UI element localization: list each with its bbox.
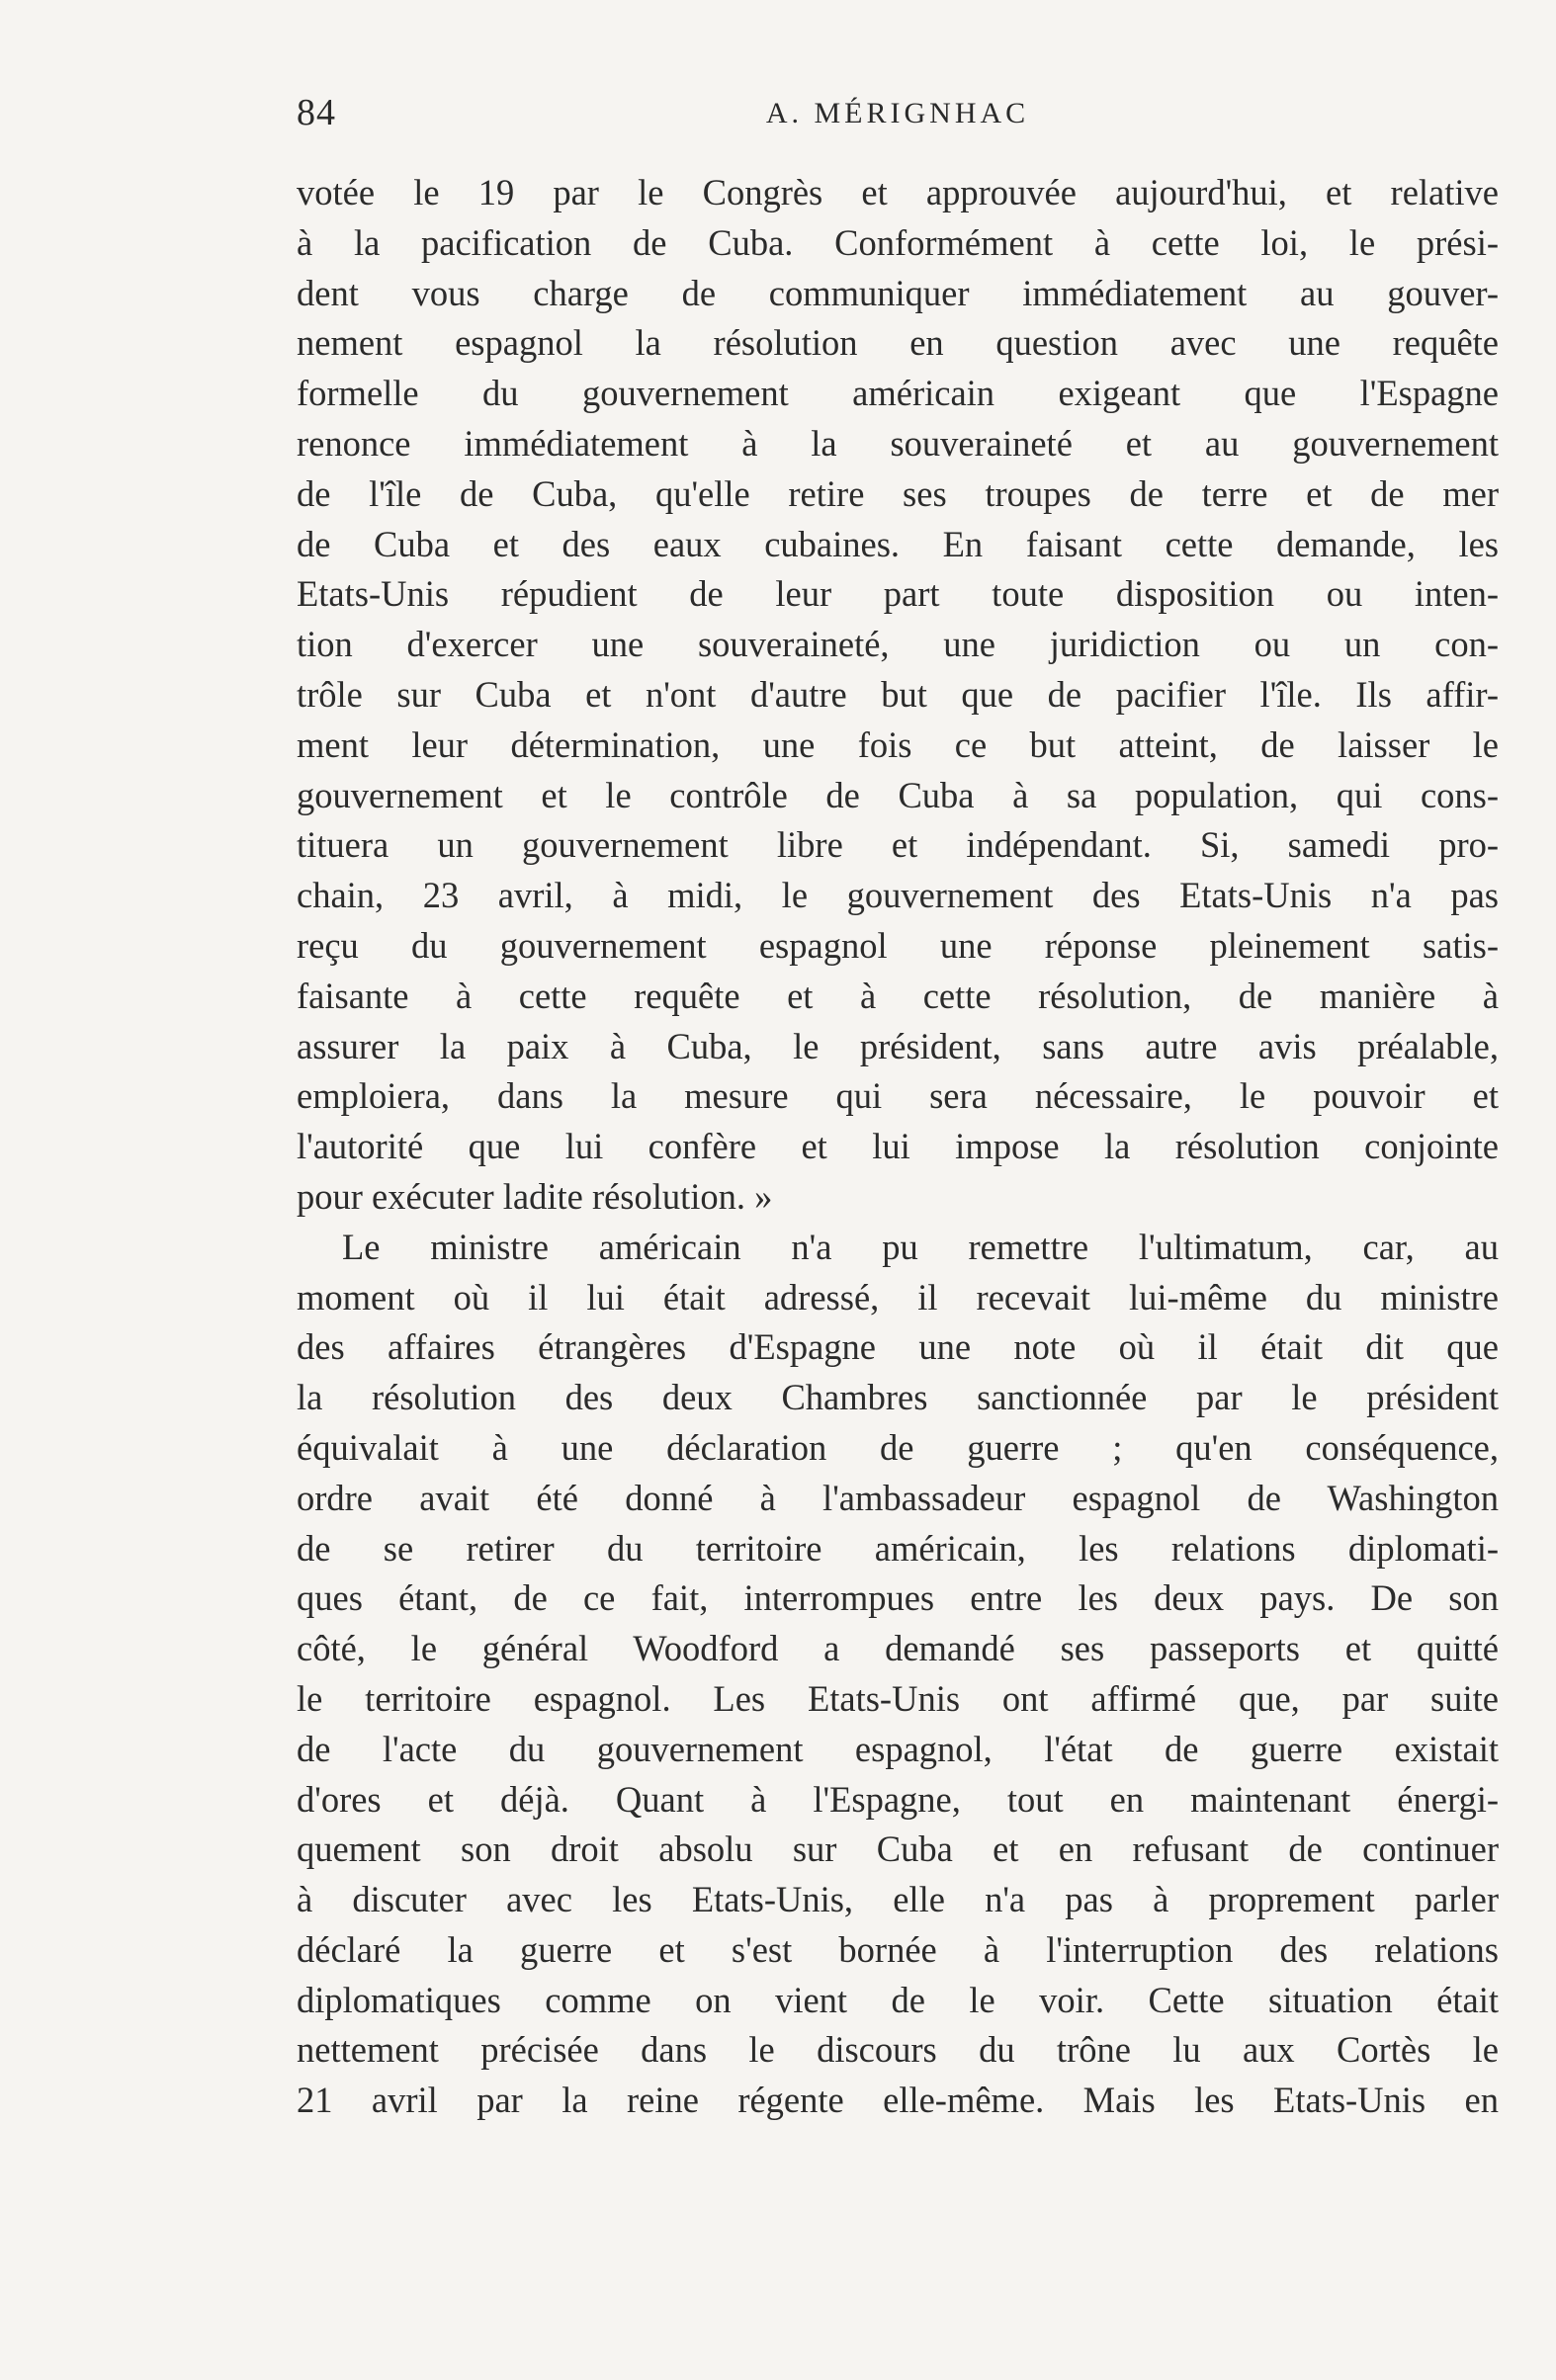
running-title: A. MÉRIGNHAC bbox=[765, 97, 1030, 129]
text-line: de l'île de Cuba, qu'elle retire ses troupes de terre et de mer bbox=[297, 472, 1499, 514]
text-line: le territoire espagnol. Les Etats-Unis ont affirmé que, par suite bbox=[297, 1677, 1499, 1719]
text-line: la résolution des deux Chambres sanctionnée par le président bbox=[297, 1377, 1499, 1418]
text-line: des affaires étrangères d'Espagne une note où il était dit que bbox=[297, 1326, 1499, 1368]
text-line: côté, le général Woodford a demandé ses passeports et quitté bbox=[297, 1628, 1499, 1669]
text-line: tion d'exercer une souveraineté, une juridiction ou un con- bbox=[297, 624, 1499, 665]
text-line: assurer la paix à Cuba, le président, sans autre avis préalable, bbox=[297, 1025, 1499, 1066]
text-line: de se retirer du territoire américain, les relations diplomati- bbox=[297, 1527, 1499, 1569]
text-line: ordre avait été donné à l'ambassadeur espagnol de Washington bbox=[297, 1477, 1499, 1518]
text-line: équivalait à une déclaration de guerre ; qu'en conséquence, bbox=[297, 1426, 1499, 1468]
text-line: ment leur détermination, une fois ce but atteint, de laisser le bbox=[297, 723, 1499, 765]
text-line: nettement précisée dans le discours du trône lu aux Cortès le bbox=[297, 2029, 1499, 2071]
text-line: formelle du gouvernement américain exigeant que l'Espagne bbox=[297, 373, 1499, 414]
body-text bbox=[297, 168, 1499, 2126]
text-line: ques étant, de ce fait, interrompues entre les deux pays. De son bbox=[297, 1577, 1499, 1619]
text-line: Etats-Unis répudient de leur part toute disposition ou inten- bbox=[297, 573, 1499, 615]
text-line: tituera un gouvernement libre et indépendant. Si, samedi pro- bbox=[297, 824, 1499, 866]
text-line: déclaré la guerre et s'est bornée à l'interruption des relations bbox=[297, 1928, 1499, 1970]
text-line: reçu du gouvernement espagnol une réponse pleinement satis- bbox=[297, 924, 1499, 966]
text-line: dent vous charge de communiquer immédiatement au gouver- bbox=[297, 272, 1499, 313]
text-line: l'autorité que lui confère et lui impose la résolution conjointe bbox=[297, 1126, 1499, 1167]
paragraph bbox=[297, 1223, 1499, 2126]
text-line: votée le 19 par le Congrès et approuvée aujourd'hui, et relative bbox=[297, 172, 1499, 212]
running-head bbox=[297, 91, 1499, 138]
text-line: de l'acte du gouvernement espagnol, l'état de guerre existait bbox=[297, 1728, 1499, 1769]
text-line: 21 avril par la reine régente elle-même. Mais les Etats-Unis en bbox=[297, 2080, 1499, 2121]
page-number: 84 bbox=[297, 92, 336, 133]
paragraph bbox=[297, 168, 1499, 1223]
text-line: renonce immédiatement à la souveraineté et au gouvernement bbox=[297, 422, 1499, 464]
text-line: diplomatiques comme on vient de le voir. Cette situation était bbox=[297, 1979, 1499, 2020]
text-line: d'ores et déjà. Quant à l'Espagne, tout en maintenant énergi- bbox=[297, 1778, 1499, 1820]
text-line: chain, 23 avril, à midi, le gouvernement des Etats-Unis n'a pas bbox=[297, 875, 1499, 916]
text-line: quement son droit absolu sur Cuba et en refusant de continuer bbox=[297, 1828, 1499, 1870]
text-line: faisante à cette requête et à cette résolution, de manière à bbox=[297, 975, 1499, 1016]
text-line: de Cuba et des eaux cubaines. En faisant cette demande, les bbox=[297, 523, 1499, 564]
text-line: gouvernement et le contrôle de Cuba à sa population, qui cons- bbox=[297, 774, 1499, 815]
text-line: à la pacification de Cuba. Conformément à cette loi, le prési- bbox=[297, 221, 1499, 263]
text-line: emploiera, dans la mesure qui sera nécessaire, le pouvoir et bbox=[297, 1075, 1499, 1117]
text-line: trôle sur Cuba et n'ont d'autre but que de pacifier l'île. Ils affir- bbox=[297, 673, 1499, 715]
text-line: pour exécuter ladite résolution. » bbox=[297, 1175, 773, 1217]
text-line: Le ministre américain n'a pu remettre l'ultimatum, car, au bbox=[342, 1226, 1499, 1267]
text-line: à discuter avec les Etats-Unis, elle n'a pas à proprement parler bbox=[297, 1879, 1499, 1920]
text-line: moment où il lui était adressé, il recevait lui-même du ministre bbox=[297, 1276, 1499, 1318]
text-line: nement espagnol la résolution en question avec une requête bbox=[297, 322, 1499, 364]
